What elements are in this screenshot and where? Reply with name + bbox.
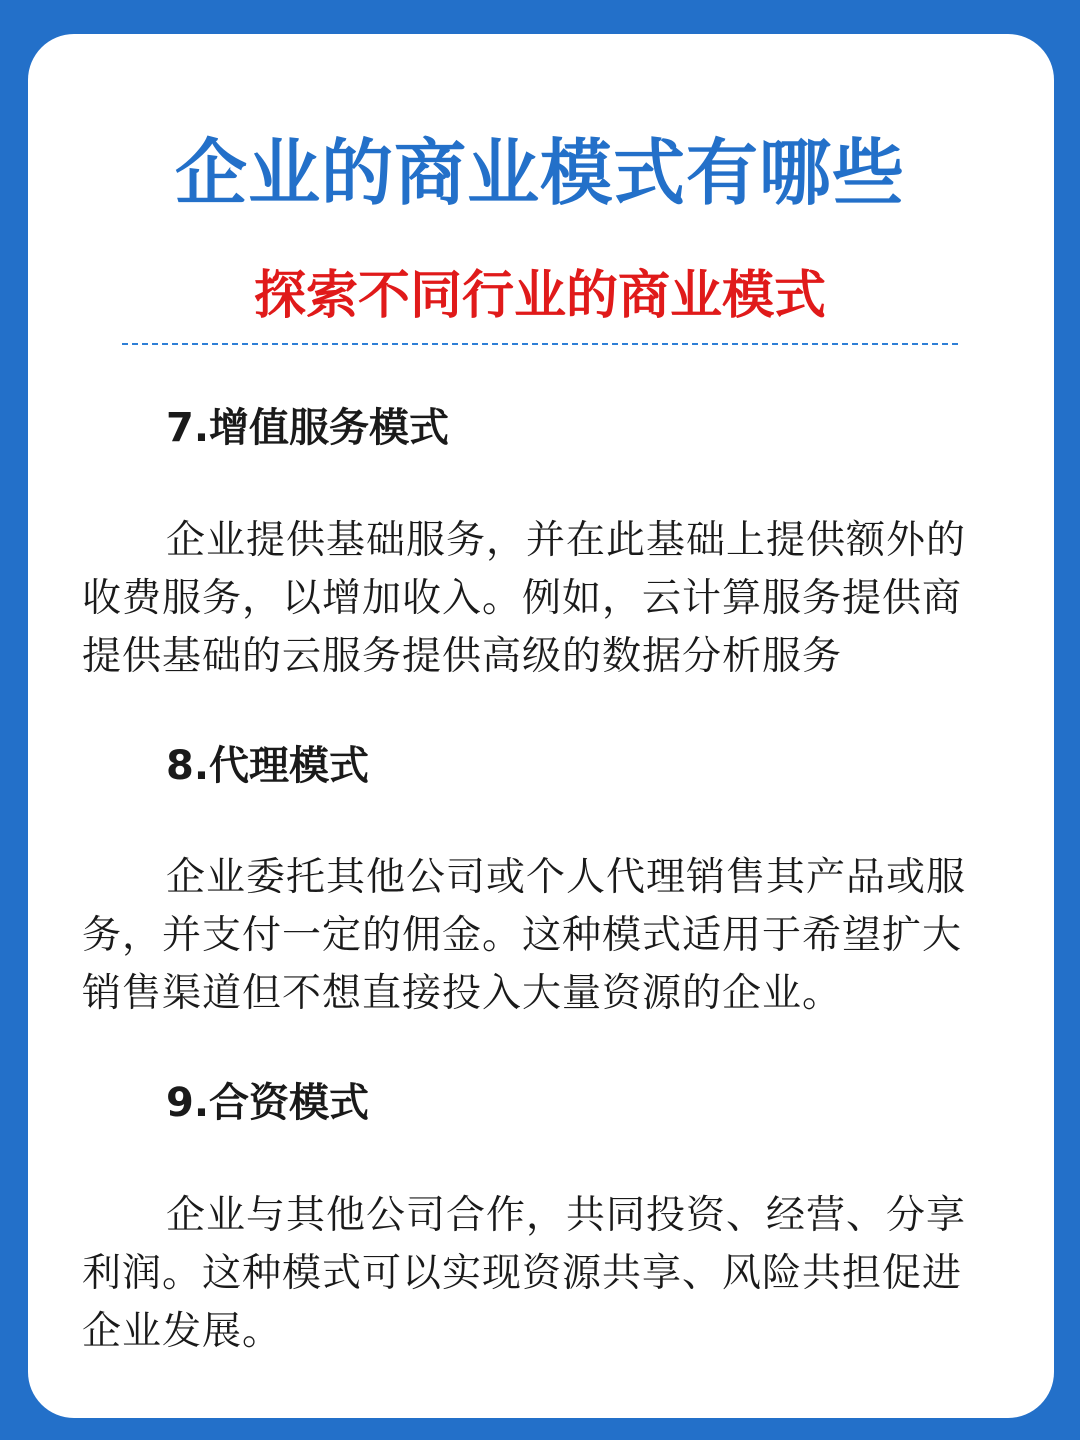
page-title: 企业的商业模式有哪些 xyxy=(174,131,905,215)
dashed-divider xyxy=(122,343,958,345)
page-subtitle: 探索不同行业的商业模式 xyxy=(253,266,826,326)
section-heading-value-added: 7.增值服务模式 xyxy=(166,405,450,451)
section-heading-agency: 8.代理模式 xyxy=(166,743,370,789)
section-body-value-added: 企业提供基础服务，并在此基础上提供额外的收费服务，以增加收入。例如，云计算服务提供商提供基础的云服务提供高级的数据分析服务 xyxy=(82,518,967,679)
section-body-agency: 企业委托其他公司或个人代理销售其产品或服务，并支付一定的佣金。这种模式适用于希望扩大销售渠道但不想直接投入大量资源的企业。 xyxy=(82,855,967,1016)
section-body-joint-venture: 企业与其他公司合作，共同投资、经营、分享利润。这种模式可以实现资源共享、风险共担促进企业发展。 xyxy=(82,1193,967,1354)
section-heading-joint-venture: 9.合资模式 xyxy=(166,1080,370,1126)
